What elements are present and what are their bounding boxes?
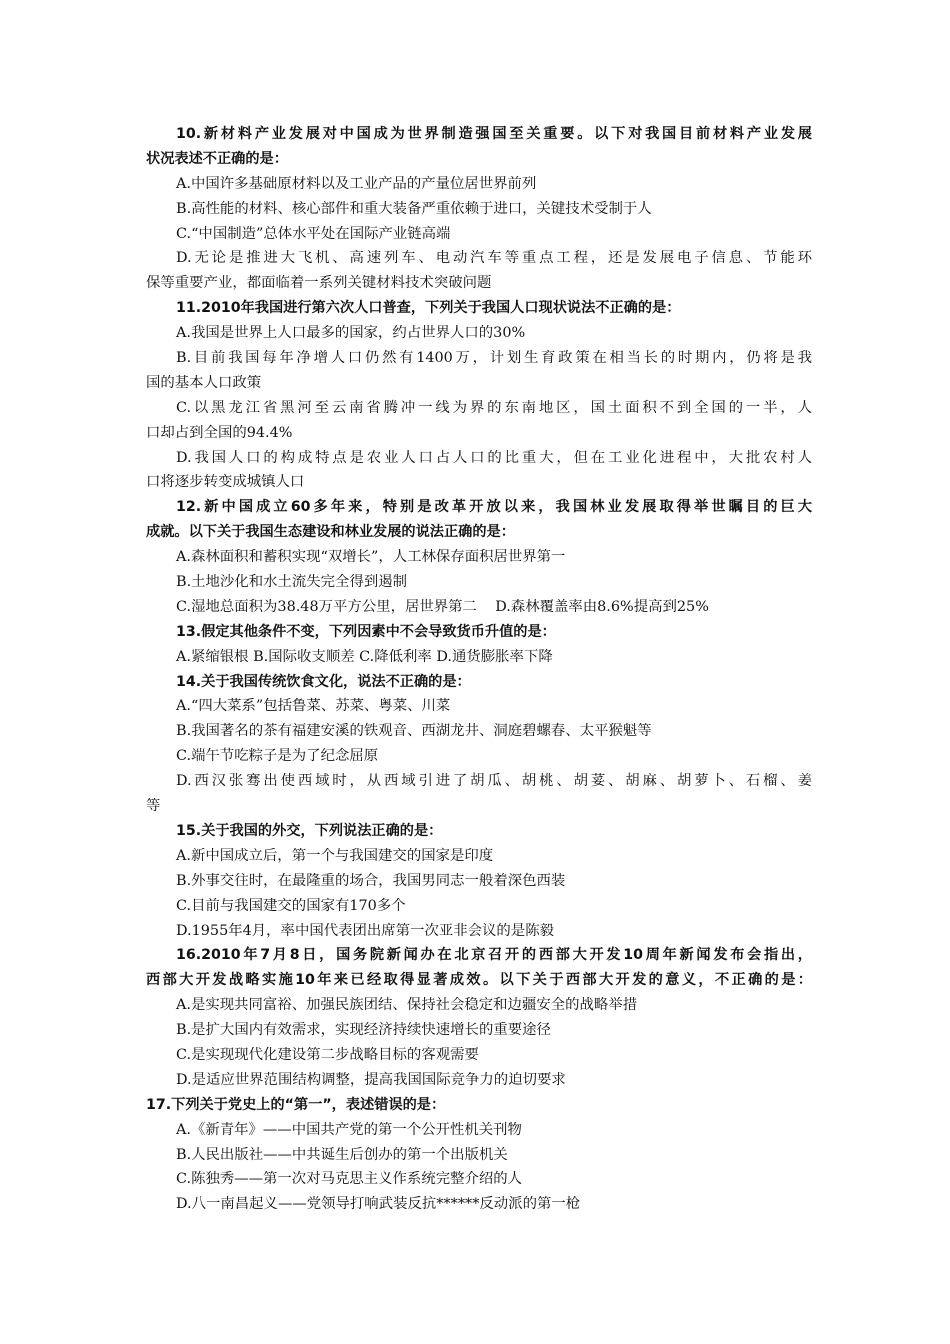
question-10-option-b: B.高性能的材料、核心部件和重大装备严重依赖于进口，关键技术受制于人 (176, 200, 652, 217)
question-10-option-c: C.“中国制造”总体水平处在国际产业链高端 (176, 225, 451, 242)
question-16-stem-line-1: 16.2010年7月8日，国务院新闻办在北京召开的西部大开发10周年新闻发布会指出， (176, 947, 812, 964)
question-12-stem-line-1: 12.新中国成立60多年来，特别是改革开放以来，我国林业发展取得举世瞩目的巨大 (176, 499, 812, 516)
question-11 (146, 296, 812, 495)
question-14-stem: 14.关于我国传统饮食文化，说法不正确的是： (176, 673, 471, 690)
question-17-option-c: C.陈独秀——第一次对马克思主义作系统完整介绍的人 (176, 1171, 523, 1188)
exam-questions (146, 122, 812, 1217)
question-17-option-b: B.人民出版社——中共诞生后创办的第一个出版机关 (176, 1146, 508, 1163)
question-11-stem: 11.2010年我国进行第六次人口普查，下列关于我国人口现状说法不正确的是： (176, 300, 681, 317)
question-11-option-b-line-2: 国的基本人口政策 (146, 374, 262, 391)
question-14-option-c: C.端午节吃粽子是为了纪念屈原 (176, 748, 379, 765)
question-15-option-c: C.目前与我国建交的国家有170多个 (176, 897, 406, 914)
question-11-option-b-line-1: B.目前我国每年净增人口仍然有1400万，计划生育政策在相当长的时期内，仍将是我 (176, 350, 812, 367)
question-16-option-a: A.是实现共同富裕、加强民族团结、保持社会稳定和边疆安全的战略举措 (176, 997, 638, 1014)
question-11-option-d-line-2: 口将逐步转变成城镇人口 (146, 474, 305, 491)
question-16-option-d: D.是适应世界范围结构调整，提高我国国际竞争力的迫切要求 (176, 1071, 566, 1088)
question-12-option-c-d: C.湿地总面积为38.48万平方公里，居世界第二 D.森林覆盖率由8.6%提高到25% (176, 598, 709, 615)
question-17-option-d: D.八一南昌起义——党领导打响武装反抗******反动派的第一枪 (176, 1196, 581, 1213)
question-11-option-d-line-1: D.我国人口的构成特点是农业人口占人口的比重大，但在工业化进程中，大批农村人 (176, 449, 812, 466)
question-14 (146, 670, 812, 819)
question-10-stem-line-1: 10.新材料产业发展对中国成为世界制造强国至关重要。以下对我国目前材料产业发展 (176, 126, 812, 142)
question-10-option-a: A.中国许多基础原材料以及工业产品的产量位居世界前列 (176, 175, 537, 192)
question-15-option-d: D.1955年4月，率中国代表团出席第一次亚非会议的是陈毅 (176, 922, 554, 939)
question-13-options: A.紧缩银根 B.国际收支顺差 C.降低利率 D.通货膨胀率下降 (176, 648, 553, 665)
question-15-option-b: B.外事交往时，在最隆重的场合，我国男同志一般着深色西装 (176, 872, 566, 889)
question-10-stem-line-2: 状况表述不正确的是： (146, 150, 288, 167)
question-13 (146, 620, 812, 670)
question-10-option-d-line-1: D.无论是推进大飞机、高速列车、电动汽车等重点工程，还是发展电子信息、节能环 (176, 250, 812, 267)
question-15-stem: 15.关于我国的外交，下列说法正确的是： (176, 822, 443, 839)
question-16-stem-line-2: 西部大开发战略实施10年来已经取得显著成效。以下关于西部大开发的意义，不正确的是： (146, 972, 812, 989)
question-10 (146, 122, 812, 296)
question-12-option-a: A.森林面积和蓄积实现“双增长”，人工林保存面积居世界第一 (176, 549, 566, 566)
question-14-option-d-line-1: D.西汉张骞出使西域时，从西域引进了胡瓜、胡桃、胡荽、胡麻、胡萝卜、石榴、姜 (176, 773, 812, 790)
question-11-option-a: A.我国是世界上人口最多的国家，约占世界人口的30% (176, 325, 526, 342)
question-16-option-b: B.是扩大国内有效需求，实现经济持续快速增长的重要途径 (176, 1022, 551, 1039)
question-12-option-b: B.土地沙化和水土流失完全得到遏制 (176, 574, 408, 591)
question-13-stem: 13.假定其他条件不变，下列因素中不会导致货币升值的是： (176, 623, 556, 640)
question-16-option-c: C.是实现现代化建设第二步战略目标的客观需要 (176, 1046, 479, 1063)
question-17-stem: 17.下列关于党史上的“第一”，表述错误的是： (146, 1096, 446, 1113)
question-14-option-d-line-2: 等 (146, 798, 161, 815)
question-17 (146, 1093, 812, 1217)
question-12 (146, 495, 812, 619)
question-10-option-d-line-2: 保等重要产业，都面临着一系列关键材料技术突破问题 (146, 275, 492, 292)
question-15-option-a: A.新中国成立后，第一个与我国建交的国家是印度 (176, 847, 494, 864)
question-12-stem-line-2: 成就。以下关于我国生态建设和林业发展的说法正确的是： (146, 524, 515, 541)
question-11-option-c-line-1: C.以黑龙江省黑河至云南省腾冲一线为界的东南地区，国土面积不到全国的一半，人 (176, 399, 812, 416)
question-15 (146, 819, 812, 943)
question-17-option-a: A.《新青年》——中国共产党的第一个公开性机关刊物 (176, 1121, 522, 1138)
question-11-option-c-line-2: 口却占到全国的94.4% (146, 424, 293, 441)
question-16 (146, 943, 812, 1092)
question-14-option-a: A.“四大菜系”包括鲁菜、苏菜、粤菜、川菜 (176, 698, 451, 715)
question-14-option-b: B.我国著名的茶有福建安溪的铁观音、西湖龙井、洞庭碧螺春、太平猴魁等 (176, 723, 652, 740)
